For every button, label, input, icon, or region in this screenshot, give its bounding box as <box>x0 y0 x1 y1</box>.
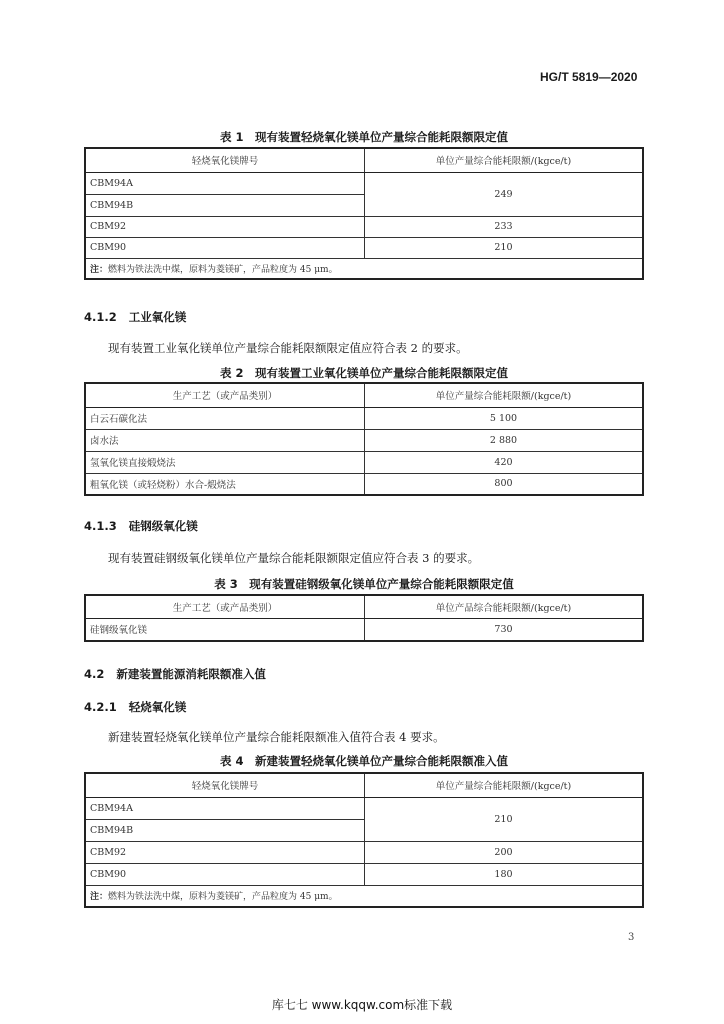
table-row <box>85 172 643 194</box>
section-title: 轻烧氧化镁 <box>128 700 187 714</box>
column-header: 单位产量综合能耗限额/(kgce/t) <box>365 383 644 407</box>
table-row <box>85 216 643 237</box>
section-number: 4.2 <box>84 667 105 681</box>
page-number: 3 <box>628 932 635 943</box>
table2-caption: 表 2 现有装置工业氧化镁单位产量综合能耗限额限定值 <box>219 366 508 380</box>
grade-cell: CBM94B <box>85 194 365 216</box>
grade-cell: CBM90 <box>85 237 365 258</box>
process-cell: 氢氧化镁直接煅烧法 <box>85 451 365 473</box>
table-row <box>85 451 643 473</box>
table-note <box>85 885 643 907</box>
grade-cell: CBM94A <box>85 172 365 194</box>
section-heading-4-2 <box>84 666 266 682</box>
process-cell: 粗氧化镁（或轻烧粉）水合-煅烧法 <box>85 473 365 495</box>
table-note <box>85 258 643 279</box>
table-row <box>85 841 643 863</box>
note-text: 燃料为铁法洗中煤，原料为菱镁矿，产品粒度为 45 μm。 <box>108 892 338 903</box>
process-cell: 白云石碳化法 <box>85 407 365 429</box>
value-cell: 730 <box>365 618 644 641</box>
section-title: 新建装置能源消耗限额准入值 <box>116 667 266 681</box>
column-header: 生产工艺（或产品类别） <box>85 595 365 618</box>
note-label: 注： <box>90 892 109 903</box>
section-number: 4.1.2 <box>84 310 117 324</box>
table-row <box>85 863 643 885</box>
section-heading-4-1-3 <box>84 518 198 534</box>
column-header: 轻烧氧化镁牌号 <box>85 148 365 172</box>
section-paragraph-4-1-3: 现有装置硅钢级氧化镁单位产量综合能耗限额限定值应符合表 3 的要求。 <box>108 551 480 565</box>
grade-cell: CBM92 <box>85 841 365 863</box>
section-title: 工业氧化镁 <box>128 310 187 324</box>
value-cell: 233 <box>365 216 644 237</box>
section-number: 4.2.1 <box>84 700 117 714</box>
section-number: 4.1.3 <box>84 519 117 533</box>
standard-code: HG/T 5819—2020 <box>540 70 638 84</box>
value-cell: 210 <box>365 237 644 258</box>
value-cell: 210 <box>365 797 644 841</box>
value-cell: 249 <box>365 172 644 216</box>
value-cell: 180 <box>365 863 644 885</box>
table-row <box>85 407 643 429</box>
grade-cell: CBM90 <box>85 863 365 885</box>
process-cell: 硅钢级氧化镁 <box>85 618 365 641</box>
section-title: 硅钢级氧化镁 <box>128 519 198 533</box>
column-header: 单位产品综合能耗限额/(kgce/t) <box>365 595 644 618</box>
table-note-row <box>85 258 643 279</box>
section-paragraph-4-2-1: 新建装置轻烧氧化镁单位产量综合能耗限额准入值符合表 4 要求。 <box>108 730 445 744</box>
table-row <box>85 473 643 495</box>
note-label: 注： <box>90 264 109 275</box>
grade-cell: CBM94A <box>85 797 365 819</box>
column-header: 生产工艺（或产品类别） <box>85 383 365 407</box>
table-note-row <box>85 885 643 907</box>
value-cell: 200 <box>365 841 644 863</box>
table1-caption: 表 1 现有装置轻烧氧化镁单位产量综合能耗限额限定值 <box>219 130 508 144</box>
process-cell: 卤水法 <box>85 429 365 451</box>
grade-cell: CBM94B <box>85 819 365 841</box>
table3-caption: 表 3 现有装置硅钢级氧化镁单位产量综合能耗限额限定值 <box>214 577 514 591</box>
section-paragraph-4-1-2: 现有装置工业氧化镁单位产量综合能耗限额限定值应符合表 2 的要求。 <box>108 341 468 355</box>
table-header-row <box>85 595 643 618</box>
table-row <box>85 237 643 258</box>
section-heading-4-1-2 <box>84 309 186 325</box>
value-cell: 800 <box>365 473 644 495</box>
table-header-row <box>85 773 643 797</box>
note-text: 燃料为铁法洗中煤，原料为菱镁矿，产品粒度为 45 μm。 <box>108 264 338 275</box>
value-cell: 420 <box>365 451 644 473</box>
column-header: 轻烧氧化镁牌号 <box>85 773 365 797</box>
table3 <box>84 594 644 642</box>
value-cell: 2 880 <box>365 429 644 451</box>
value-cell: 5 100 <box>365 407 644 429</box>
section-heading-4-2-1 <box>84 699 186 715</box>
table-row <box>85 429 643 451</box>
column-header: 单位产量综合能耗限额/(kgce/t) <box>365 773 644 797</box>
column-header: 单位产量综合能耗限额/(kgce/t) <box>365 148 644 172</box>
table-header-row <box>85 148 643 172</box>
table4-caption: 表 4 新建装置轻烧氧化镁单位产量综合能耗限额准入值 <box>219 754 508 768</box>
table2 <box>84 382 644 496</box>
table4 <box>84 772 644 908</box>
table-header-row <box>85 383 643 407</box>
grade-cell: CBM92 <box>85 216 365 237</box>
footer-watermark: 库七七 www.kqqw.com标准下载 <box>271 998 453 1012</box>
table1 <box>84 147 644 280</box>
table-row <box>85 618 643 641</box>
table-row <box>85 797 643 819</box>
